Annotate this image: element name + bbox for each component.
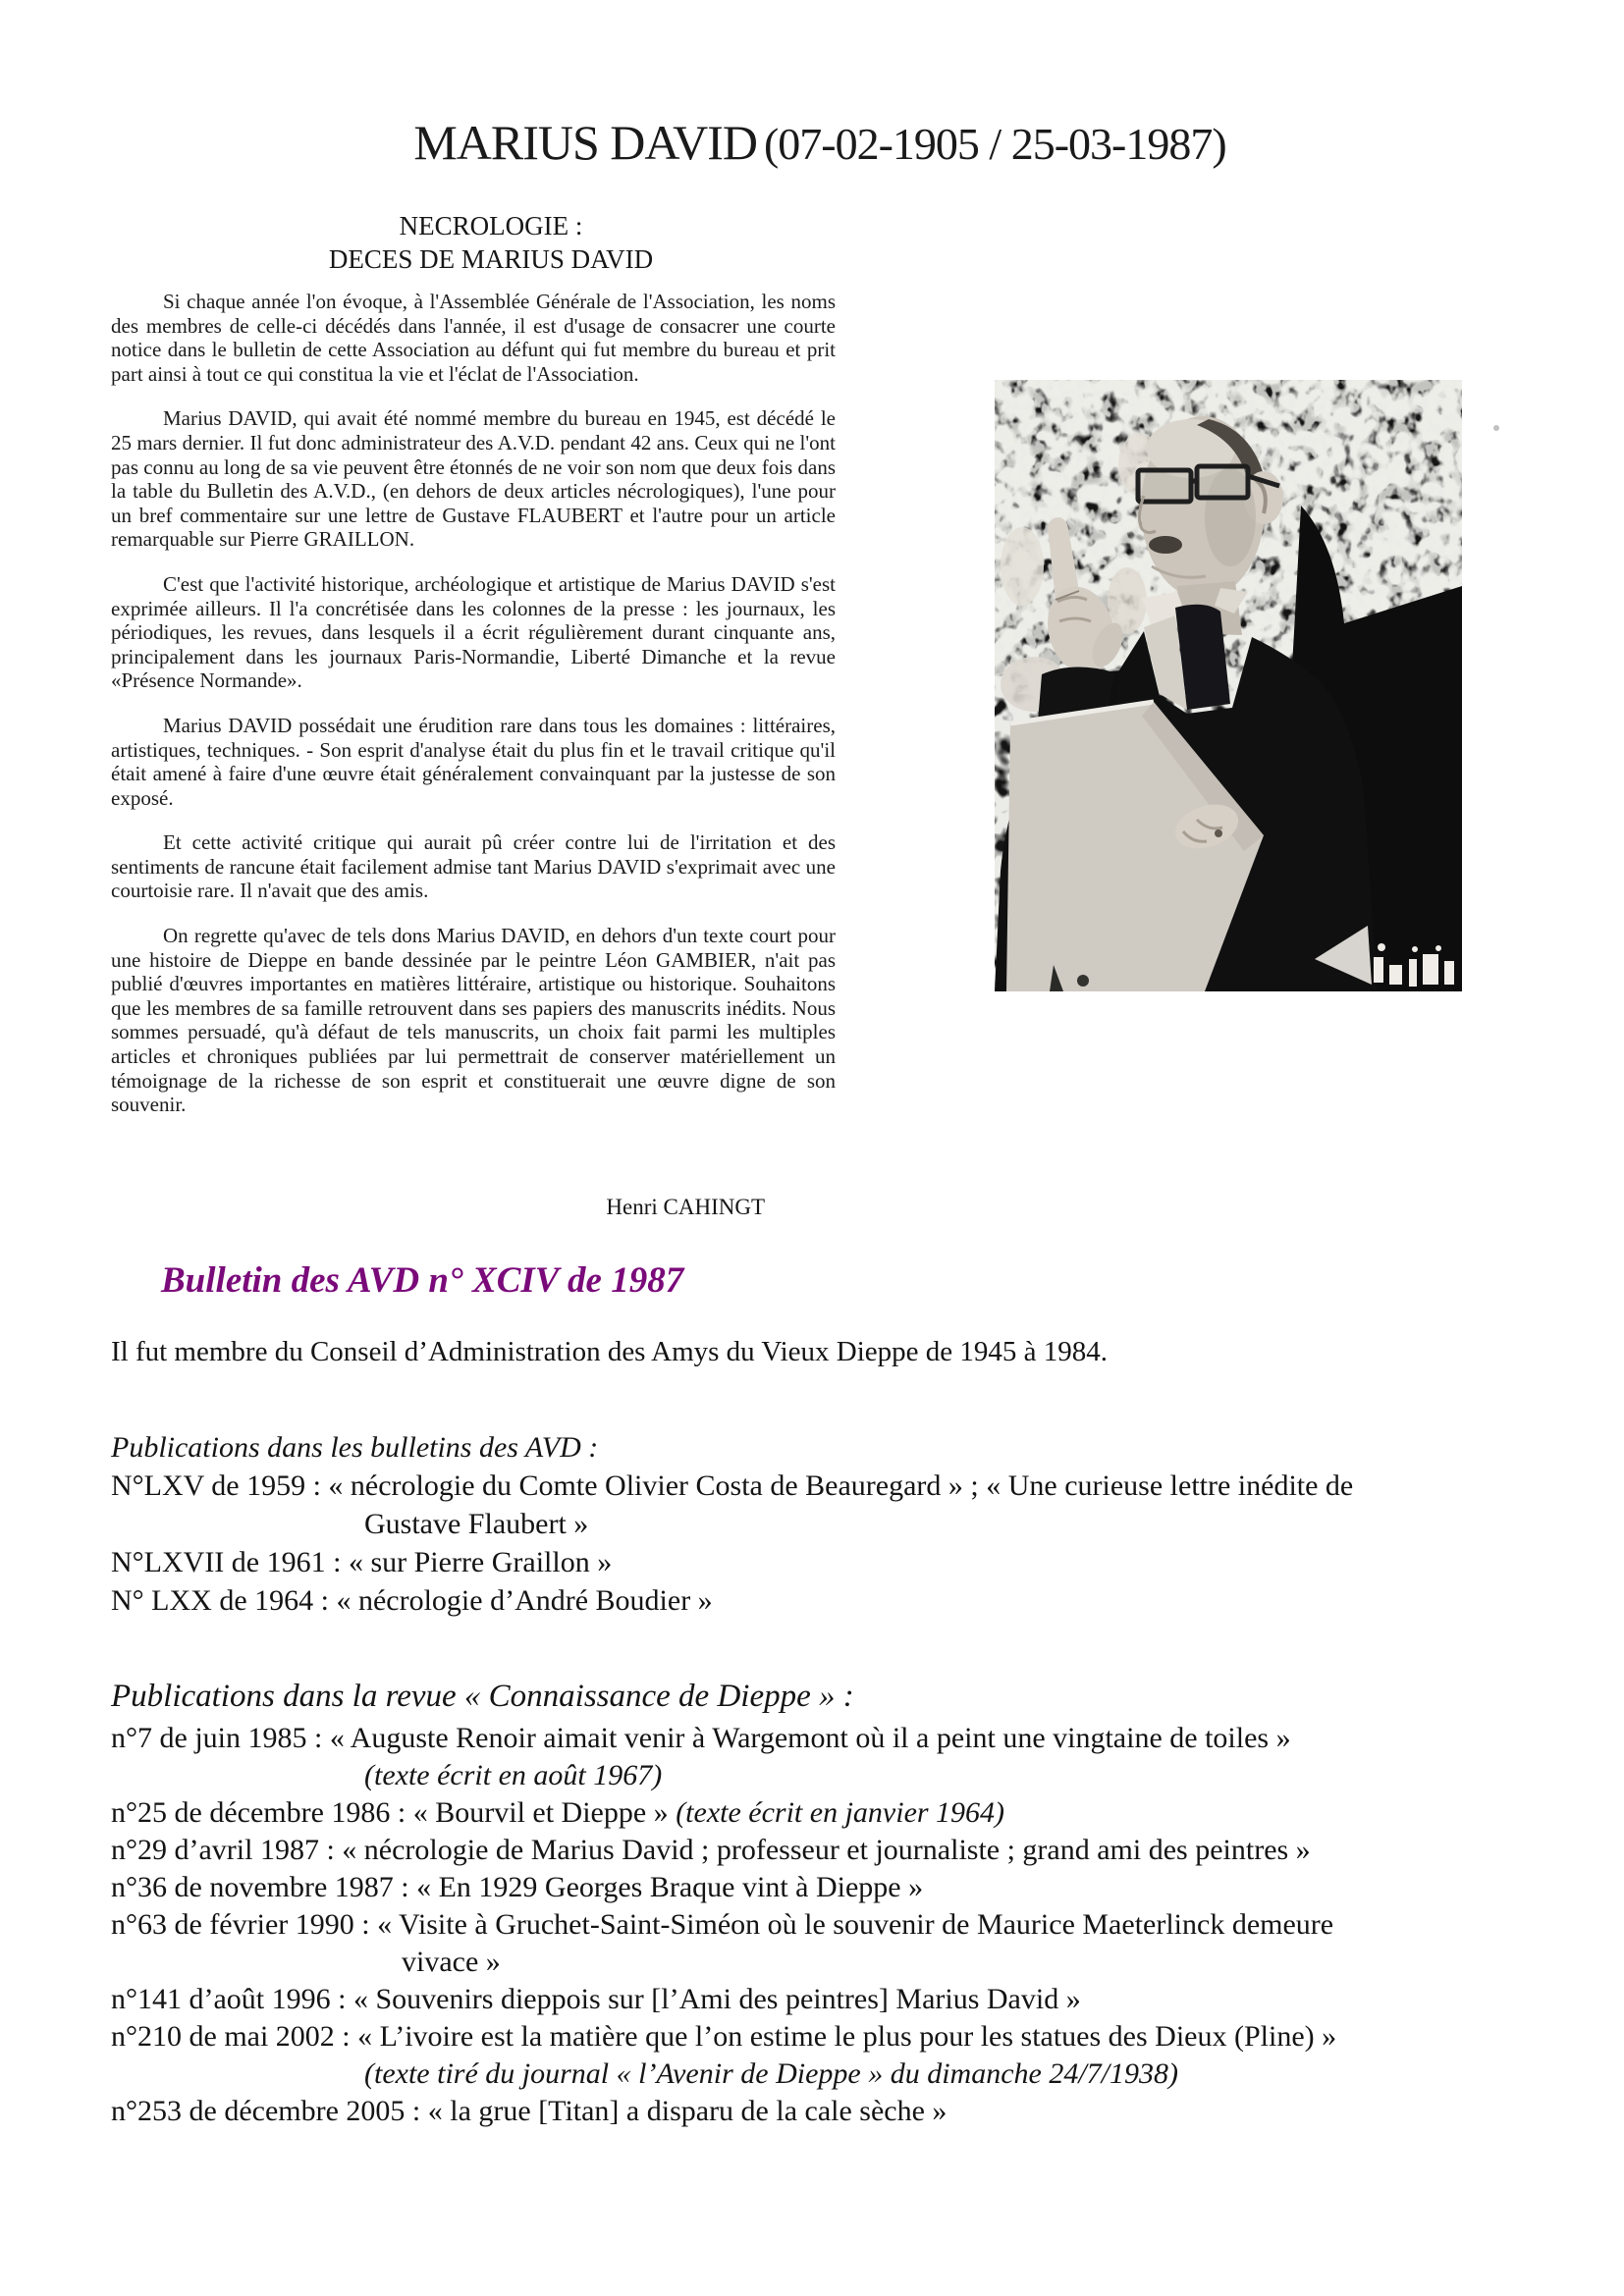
publications-bulletins-section [111,1428,1564,1620]
necrology-line1: NECROLOGIE : [399,211,583,240]
title-dates: (07-02-1905 / 25-03-1987) [763,119,1226,169]
portrait-photo-illustration [995,380,1462,991]
obituary-article [111,290,836,1117]
publication-text-segment: (texte écrit en août 1967) [364,1759,663,1791]
publication-text-segment: N° LXX de 1964 : « nécrologie d’André Boudier » [111,1584,713,1617]
publication-text-segment: vivace » [402,1946,501,1978]
title-name: MARIUS DAVID [413,115,757,170]
publication-line [111,1581,1564,1620]
publication-text-segment: (texte tiré du journal « l’Avenir de Dieppe » du dimanche 24/7/1938) [364,2057,1178,2090]
publication-line [111,2018,1564,2056]
publications-connaissance-section [111,1675,1564,2130]
publication-text-segment: n°141 d’août 1996 : « Souvenirs dieppois sur [l’Ami des peintres] Marius David » [111,1983,1081,2015]
publication-text-segment: n°63 de février 1990 : « Visite à Gruchet-Saint-Siméon où le souvenir de Maurice Maeterlinck demeure [111,1908,1334,1941]
membership-note: Il fut membre du Conseil d’Administration des Amys du Vieux Dieppe de 1945 à 1984. [111,1336,1108,1367]
publication-text-segment: n°25 de décembre 1986 : « Bourvil et Dieppe » [111,1796,677,1829]
publication-line [111,1832,1564,1869]
scan-artifact-dot [1493,425,1499,431]
publication-line [111,1505,1564,1543]
publication-text-segment: n°7 de juin 1985 : « Auguste Renoir aimait venir à Wargemont où il a peint une vingtaine de toiles » [111,1722,1291,1754]
publication-line [111,1467,1564,1505]
article-paragraph: Marius DAVID possédait une érudition rare dans tous les domaines : littéraires, artistiques, techniques. - Son esprit d'analyse était du plus fin et le travail critique qu'il était amené à faire d'une œuvre était généralement convainquant par la justesse de son exposé. [111,713,836,810]
article-paragraph: On regrette qu'avec de tels dons Marius DAVID, en dehors d'un texte court pour une histoire de Dieppe en bande dessinée par le peintre Léon GAMBIER, n'ait pas publié d'œuvres importantes en matières littéraire, artistique ou historique. Souhaitons que les membres de sa famille retrouvent dans ses papiers des manuscrits inédits. Nous sommes persuadé, qu'à défaut de tels manuscrits, un choix fait parmi les multiples articles et chroniques publiées par lui permettrait de conserver matériellement un témoignage de la richesse de son esprit et constituerait une œuvre digne de son souvenir. [111,924,836,1117]
portrait-photo [995,380,1462,991]
publications-bulletins-list [111,1467,1564,1620]
article-signature: Henri CAHINGT [606,1195,765,1219]
publications-connaissance-list [111,1720,1564,2130]
publication-line [111,1757,1564,1794]
publication-line [111,1906,1564,1944]
publication-text-segment: (texte écrit en janvier 1964) [676,1796,1005,1829]
mouth [1149,536,1182,554]
publication-text-segment: n°253 de décembre 2005 : « la grue [Titan] a disparu de la cale sèche » [111,2095,947,2127]
publication-line [111,1794,1564,1832]
publication-line [111,1944,1564,1981]
article-paragraph: C'est que l'activité historique, archéologique et artistique de Marius DAVID s'est exprimée ailleurs. Il l'a concrétisée dans les colonnes de la presse : les journaux, les périodiques, les revues, dans lesquels il a écrit régulièrement durant cinquante ans, principalement dans les journaux Paris-Normandie, Liberté Dimanche et la revue «Présence Normande». [111,571,836,693]
article-paragraph: Si chaque année l'on évoque, à l'Assemblée Générale de l'Association, les noms des membres de celle-ci décédés dans l'année, il est d'usage de consacrer une courte notice dans le bulletin de cette Association au défunt qui fut membre du bureau et prit part ainsi à tout ce qui constitua la vie et l'éclat de l'Association. [111,290,836,386]
article-paragraph: Marius DAVID, qui avait été nommé membre du bureau en 1945, est décédé le 25 mars dernier. Il fut donc administrateur des A.V.D. pendant 42 ans. Ceux qui ne l'ont pas connu au long de sa vie peuvent être étonnés de ne voir son nom que deux fois dans la table du Bulletin des A.V.D., (en dehors de deux articles nécrologiques), l'une pour un bref commentaire sur une lettre de Gustave FLAUBERT et l'autre pour un article remarquable sur Pierre GRAILLON. [111,406,836,552]
publication-line [111,2093,1564,2130]
necrology-heading [295,209,687,276]
publications-connaissance-heading: Publications dans la revue « Connaissance de Dieppe » : [111,1679,854,1714]
publications-bulletins-heading: Publications dans les bulletins des AVD : [111,1431,599,1464]
publication-text-segment: N°LXVII de 1961 : « sur Pierre Graillon » [111,1546,613,1578]
article-paragraph: Et cette activité critique qui aurait pû créer contre lui de l'irritation et des sentiments de rancune était facilement admise tant Marius DAVID s'exprimait avec une courtoisie rare. Il n'avait que des amis. [111,830,836,903]
publication-line [111,1720,1564,1757]
publication-text-segment: n°210 de mai 2002 : « L’ivoire est la matière que l’on estime le plus pour les statues des Dieux (Pline) » [111,2020,1337,2053]
publication-text-segment: n°36 de novembre 1987 : « En 1929 Georges Braque vint à Dieppe » [111,1871,924,1903]
publication-text-segment: N°LXV de 1959 : « nécrologie du Comte Olivier Costa de Beauregard » ; « Une curieuse lettre inédite de [111,1469,1354,1502]
publication-text-segment: Gustave Flaubert » [364,1508,589,1540]
publication-line [111,1543,1564,1581]
publication-line [111,2056,1564,2093]
publication-line [111,1869,1564,1906]
page-title [0,114,1624,171]
publication-line [111,1981,1564,2018]
publication-text-segment: n°29 d’avril 1987 : « nécrologie de Marius David ; professeur et journaliste ; grand ami des peintres » [111,1834,1311,1866]
necrology-line2: DECES DE MARIUS DAVID [328,244,654,274]
bulletin-reference: Bulletin des AVD n° XCIV de 1987 [161,1260,684,1301]
